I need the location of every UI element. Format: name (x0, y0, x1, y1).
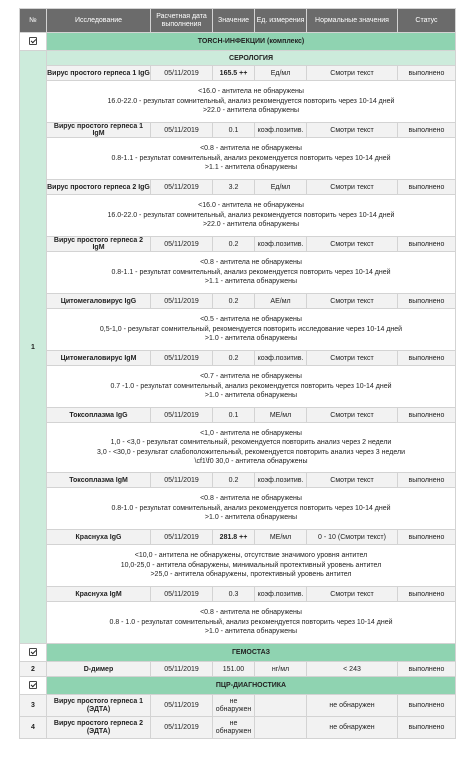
group-title: ГЕМОСТАЗ (47, 644, 456, 662)
test-status: выполнено (398, 695, 456, 717)
norm-note-line: >1.0 - антитела обнаружены (204, 335, 298, 343)
test-date: 05/11/2019 (151, 695, 213, 717)
norm-note (47, 309, 456, 351)
test-status: выполнено (398, 530, 456, 545)
test-normal: Смотри текст (307, 123, 398, 138)
test-name: Краснуха IgG (47, 530, 151, 545)
checkbox-checked-icon[interactable] (29, 681, 37, 689)
norm-note (47, 366, 456, 408)
group-row (20, 33, 456, 51)
norm-note-line: >1.0 - антитела обнаружены (204, 628, 298, 636)
test-value: не обнаружен (213, 695, 255, 717)
subgroup-title: СЕРОЛОГИЯ (47, 51, 456, 66)
norm-note-row (20, 545, 456, 587)
norm-note-row (20, 195, 456, 237)
test-value: 0.2 (213, 294, 255, 309)
norm-note (47, 602, 456, 644)
norm-note-line: >22.0 - антитела обнаружены (202, 107, 300, 115)
row-number: 3 (20, 695, 47, 717)
test-value: 151.00 (213, 662, 255, 677)
test-unit (255, 717, 307, 739)
test-name: Цитомегаловирус IgM (47, 351, 151, 366)
norm-note (47, 195, 456, 237)
test-status: выполнено (398, 717, 456, 739)
norm-note-line: <0.8 - антитела не обнаружены (200, 259, 302, 267)
group-checkbox-cell (20, 33, 47, 51)
test-value: 281.8 ++ (213, 530, 255, 545)
test-normal: Смотри текст (307, 473, 398, 488)
test-date: 05/11/2019 (151, 587, 213, 602)
norm-note-line: 16.0-22.0 - результат сомнительный, анализ рекомендуется повторить через 10-14 дней (107, 211, 395, 219)
test-date: 05/11/2019 (151, 717, 213, 739)
norm-note-line: >22.0 - антитела обнаружены (202, 221, 300, 229)
norm-note-line: 1,0 - <3,0 - результат сомнительный, рекомендуется повторить анализ через 2 недели (110, 439, 392, 446)
test-unit: МЕ/мл (255, 530, 307, 545)
norm-note (47, 81, 456, 123)
test-date: 05/11/2019 (151, 473, 213, 488)
group-checkbox-cell (20, 677, 47, 695)
test-unit: коэф.позитив. (255, 587, 307, 602)
test-normal: Смотри текст (307, 294, 398, 309)
norm-note-line: <0.8 - антитела не обнаружены (200, 145, 302, 153)
table-row (20, 351, 456, 366)
test-unit: коэф.позитив. (255, 351, 307, 366)
test-value: 0.2 (213, 473, 255, 488)
checkbox-checked-icon[interactable] (29, 37, 37, 45)
header-status: Статус (398, 9, 456, 33)
norm-note-row (20, 488, 456, 530)
norm-note-line: 0.8 - 1.0 - результат сомнительный, анализ рекомендуется повторить через 10-14 дней (109, 618, 393, 626)
norm-note-row (20, 252, 456, 294)
test-status: выполнено (398, 180, 456, 195)
norm-note-row (20, 309, 456, 351)
test-unit: МЕ/мл (255, 408, 307, 423)
test-name: Вирус простого герпеса 1 IgM (47, 123, 151, 138)
test-date: 05/11/2019 (151, 123, 213, 138)
test-unit: Ед/мл (255, 66, 307, 81)
test-value: 0.2 (213, 351, 255, 366)
test-date: 05/11/2019 (151, 530, 213, 545)
results-table-container (19, 8, 455, 739)
row-number: 1 (20, 51, 47, 644)
test-unit: нг/мл (255, 662, 307, 677)
test-unit: коэф.позитив. (255, 473, 307, 488)
norm-note-line: 0.8-1.0 - результат сомнительный, анализ рекомендуется повторить через 10-14 дней (111, 504, 391, 512)
test-value: 0.2 (213, 237, 255, 252)
norm-note (47, 488, 456, 530)
test-value: 165.5 ++ (213, 66, 255, 81)
test-value: 3.2 (213, 180, 255, 195)
norm-note-line: \cf1\f0 30,0 - антитела обнаружены (194, 458, 308, 465)
header-normal: Нормальные значения (307, 9, 398, 33)
norm-note-line: <0.8 - антитела не обнаружены (200, 495, 302, 503)
table-row (20, 587, 456, 602)
test-normal: 0 - 10 (Смотри текст) (307, 530, 398, 545)
table-row (20, 662, 456, 677)
group-row (20, 677, 456, 695)
norm-note-line: <10,0 - антитела не обнаружены, отсутствие значимого уровня антител (134, 552, 368, 560)
test-name: Вирус простого герпеса 2 IgM (47, 237, 151, 252)
test-date: 05/11/2019 (151, 294, 213, 309)
test-value: 0.1 (213, 123, 255, 138)
test-date: 05/11/2019 (151, 408, 213, 423)
norm-note-line: <1,0 - антитела не обнаружены (200, 429, 302, 437)
table-row (20, 237, 456, 252)
group-title: TORCH-ИНФЕКЦИИ (комплекс) (47, 33, 456, 51)
norm-note-line: 3,0 - <30,0 - результат слабоположительный, рекомендуется повторить анализ через 3 недели (97, 448, 405, 456)
table-row (20, 473, 456, 488)
test-status: выполнено (398, 473, 456, 488)
test-status: выполнено (398, 294, 456, 309)
test-value: не обнаружен (213, 717, 255, 739)
test-status: выполнено (398, 408, 456, 423)
norm-note (47, 545, 456, 587)
test-status: выполнено (398, 66, 456, 81)
norm-note-line: <16.0 - антитела не обнаружены (198, 202, 304, 210)
test-normal: не обнаружен (307, 695, 398, 717)
norm-note-row (20, 81, 456, 123)
test-name: Вирус простого герпеса 2 (ЭДТА) (47, 717, 151, 739)
header-num: № (20, 9, 47, 33)
test-name: D-димер (47, 662, 151, 677)
test-normal: Смотри текст (307, 66, 398, 81)
norm-note (47, 423, 456, 473)
norm-note-line: >1.0 - антитела обнаружены (204, 392, 298, 400)
subgroup-row (20, 51, 456, 66)
table-row (20, 717, 456, 739)
norm-note-line: >25,0 - антитела обнаружены, протективный уровень антител (150, 571, 352, 579)
test-value: 0.3 (213, 587, 255, 602)
header-date: Расчетная дата выполнения (151, 9, 213, 33)
norm-note-line: 10,0-25,0 - антитела обнаружены, минимальный протективный уровень антител (120, 561, 382, 569)
group-row (20, 644, 456, 662)
test-name: Цитомегаловирус IgG (47, 294, 151, 309)
test-unit: коэф.позитив. (255, 237, 307, 252)
norm-note-line: <16.0 - антитела не обнаружены (198, 88, 304, 96)
table-row (20, 180, 456, 195)
test-normal: Смотри текст (307, 587, 398, 602)
norm-note-line: 0.8-1.1 - результат сомнительный, анализ рекомендуется повторить через 10-14 дней (111, 154, 391, 162)
table-row (20, 408, 456, 423)
test-normal: Смотри текст (307, 180, 398, 195)
table-row (20, 695, 456, 717)
group-checkbox-cell (20, 644, 47, 662)
test-date: 05/11/2019 (151, 351, 213, 366)
test-date: 05/11/2019 (151, 662, 213, 677)
norm-note-line: 0,5-1,0 - результат сомнительный, рекомендуется повторить исследование через 10-14 дней (99, 325, 403, 333)
test-date: 05/11/2019 (151, 237, 213, 252)
norm-note-line: <0.8 - антитела не обнаружены (200, 609, 302, 617)
test-status: выполнено (398, 587, 456, 602)
norm-note-line: 16.0-22.0 - результат сомнительный, анализ рекомендуется повторить через 10-14 дней (107, 97, 395, 105)
norm-note-line: >1.1 - антитела обнаружены (204, 164, 298, 172)
row-number: 4 (20, 717, 47, 739)
test-status: выполнено (398, 351, 456, 366)
test-status: выполнено (398, 123, 456, 138)
test-name: Вирус простого герпеса 1 (ЭДТА) (47, 695, 151, 717)
test-normal: Смотри текст (307, 408, 398, 423)
norm-note (47, 138, 456, 180)
test-normal: Смотри текст (307, 351, 398, 366)
norm-note-line: <0.7 - антитела не обнаружены (200, 373, 302, 381)
header-test: Исследование (47, 9, 151, 33)
norm-note-line: 0.7 -1.0 - результат сомнительный, анализ рекомендуется повторить через 10-14 дней (110, 382, 392, 390)
norm-note-line: <0.5 - антитела не обнаружены (200, 316, 302, 324)
test-status: выполнено (398, 662, 456, 677)
test-unit: Ед/мл (255, 180, 307, 195)
norm-note-line: >1.1 - антитела обнаружены (204, 278, 298, 286)
test-date: 05/11/2019 (151, 66, 213, 81)
test-name: Токсоплазма IgM (47, 473, 151, 488)
norm-note-row (20, 423, 456, 473)
test-normal: < 243 (307, 662, 398, 677)
group-title: ПЦР-ДИАГНОСТИКА (47, 677, 456, 695)
table-header (20, 9, 456, 33)
table-row (20, 66, 456, 81)
table-row (20, 530, 456, 545)
test-date: 05/11/2019 (151, 180, 213, 195)
test-name: Вирус простого герпеса 1 IgG (47, 66, 151, 81)
norm-note-row (20, 366, 456, 408)
norm-note-row (20, 138, 456, 180)
header-value: Значение (213, 9, 255, 33)
norm-note-line: 0.8-1.1 - результат сомнительный, анализ рекомендуется повторить через 10-14 дней (111, 268, 391, 276)
table-row (20, 123, 456, 138)
test-unit: коэф.позитив. (255, 123, 307, 138)
test-unit (255, 695, 307, 717)
header-unit: Ед. измерения (255, 9, 307, 33)
test-status: выполнено (398, 237, 456, 252)
test-name: Токсоплазма IgG (47, 408, 151, 423)
checkbox-checked-icon[interactable] (29, 648, 37, 656)
test-name: Краснуха IgM (47, 587, 151, 602)
test-unit: АЕ/мл (255, 294, 307, 309)
results-table (19, 8, 456, 739)
test-normal: не обнаружен (307, 717, 398, 739)
norm-note-line: >1.0 - антитела обнаружены (204, 514, 298, 522)
table-row (20, 294, 456, 309)
test-normal: Смотри текст (307, 237, 398, 252)
test-name: Вирус простого герпеса 2 IgG (47, 180, 151, 195)
row-number: 2 (20, 662, 47, 677)
test-value: 0.1 (213, 408, 255, 423)
norm-note-row (20, 602, 456, 644)
norm-note (47, 252, 456, 294)
